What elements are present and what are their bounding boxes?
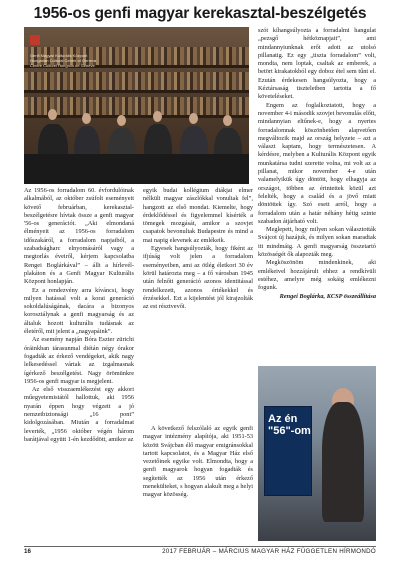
speaker-photo [258,366,376,541]
event-photo [24,27,249,184]
paragraph: egyik budai kollégium diákjai elmer nélküli magyar zászlókkal vonultak fel”, hangzott az első mondat. Kiemelte, hogy érdeklődéssel és figyelemmel kísérték a tömegek mozgását, amikor a szovjet csapatok bevonultak Budapestre és mind a mai napig elevenek az emlékeik. [143,187,253,244]
paragraph: Meglepett, hogy milyen sokan választották Svájcot új hazájuk, és milyen sokan maradtak itt mindmáig. A genfi magyarság összetartó közösségét ők alapozták meg. [258,226,376,259]
logo-mark-icon [30,35,40,45]
article-title: 1956-os genfi magyar kerekasztal-beszélgetés [33,5,367,22]
column-1 [24,187,134,542]
logo-line-2: Hungarian Cultural Centre of Geneva [30,58,97,63]
paragraph: A következő felszólaló az egyik genfi magyar intézmény alapítója, aki 1951-53 között Svájcban élő magyar emigránsokkal tartott kapcsolatot, és a Magyar Ház első vezetőinek egyike volt. Elmondta, hogy a genfi magyarok hogyan fogadták és segítették az 1956 után érkező menekülteket, s hogyan alakult meg a helyi magyar közösség. [143,425,253,499]
page-number: 16 [24,548,31,555]
paragraph: Az első visszaemlékezést egy akkori műegyetemistától hallottuk, aki 1956 nyarán éppen hogy végzett a jó nemzetbiztonsági „16 pont” kidolgozásában. Miután a forradalmat leverték, „1956 október végén három barátjával együtt 1-én kezdődött, amikor az [24,386,134,443]
column-2 [143,187,253,422]
page-footer [24,546,376,559]
poster-title: Az én "56"-om [268,413,311,437]
paragraph: Az 1956-os forradalom 60. évfordulóinak alkalmából, az október zsúfolt eseményeit követő februárban, kerekasztal-beszélgetésre hívtak össze a genfi magyar '56-os generációt. „Aki elmondaná élményeit az 1956-os forradalom időszakáról, a forradalom napjaiból, a szabadságharc elnyomásáról vagy a megtorlás éveiről, kérjem kapcsolatba Rengei Boglárkával” – állt a hírlevél-plakáton és a Genfi Magyar Kulturális Központ honlapján. [24,187,134,286]
publication-label: 2017 FEBRUÁR – MÁRCIUS MAGYAR HÁZ FÜGGETLEN HÍRMONDÓ [162,548,376,555]
paragraph: Ez a rendezvény arra kíváncsi, hogy milyen hatással volt a korai generáció sokoldalúságának, dacára a bizonyos korosztálynak a genfi magyarság és az általuk hozott kulturális tudásnak az életéről, mit jelent a „nagyapáink”. [24,286,134,336]
column-2-lower [143,425,253,540]
column-3 [258,27,376,362]
author-signature: Rengei Boglárka, KCSP összeállítása [279,292,376,300]
paragraph: Egyesek hangsúlyozták, hogy fiként az ifjúság volt jelen a forradalom eseményeiben, ami az ötlég életkori 30 év körül határozta meg – a fő városban 1945 után felnőtt generáció azonos identitással rendelkezett, azonos értékekkel és érzésekkel. Ezt a kijelentést jól kirajzolták az est résztvevői. [143,245,253,311]
event-poster [264,406,312,496]
paragraph: szót kíhangsúlyozta a forradalmi hangulat „pezsgő hétköznapjait”, ami mindannyiunknak erőt adott az utolsó pillanatig. Ez egy „tiszta forradalom” volt, mondta, nem loptak, csaltak az emberek, a betört kirakatokból egy doboz étel sem tűnt el. Ezután érdekesen hangsúlyozta, hogy a Kéztársaság tiszteletben tartotta a fő követeléseket. [258,27,376,101]
logo-line-1: Genfi Magyar Kulturális Központ [30,53,88,58]
logo-line-3: Centre Culturel Hongrois de Genève [30,63,95,68]
paragraph: Az esemény napján Bóra Eszter zürichi óráinkban tárasunmal diétán négy órakor fogadták az érkező vendégeket, akik nagy lelkesedéssel vártak az izgalmasnak ígérkező beszélgetést. Nagy örömünkre 1956-os genfi magyar is megjelent. [24,336,134,385]
paragraph: Engem az foglalkoztatott, hogy a november 4-i második szovjet bevonulás előtt, mindannyian eltűnek-e, hogy a nyertes forradalomnak köszönhetően alapvetően megváltozik majd az ország helyzete – azt a választ kaptam, hogy természetesen. A kérdésre, melyben a Kulturális Központ egyik munkatársa tudni szerette volna, mi volt az a pillanat, mikor november 4-e után valamelyikük úgy döntött, hogy elhagyja az országot, többen az érintettek közül azt felelték, hogy a család és a jövő miatt döntöttek így. Szó esett arról, hogy a forradalom után a határ néhány hétig szinte szabadon átjárható volt. [258,101,376,225]
cultural-centre-logo [30,35,118,72]
paragraph: Megköszönöm mindenkinek, aki emlékeivel hozzájárult ehhez a rendkívüli estéhez, amelyre még sokáig emlékezni fogunk. [258,259,376,292]
